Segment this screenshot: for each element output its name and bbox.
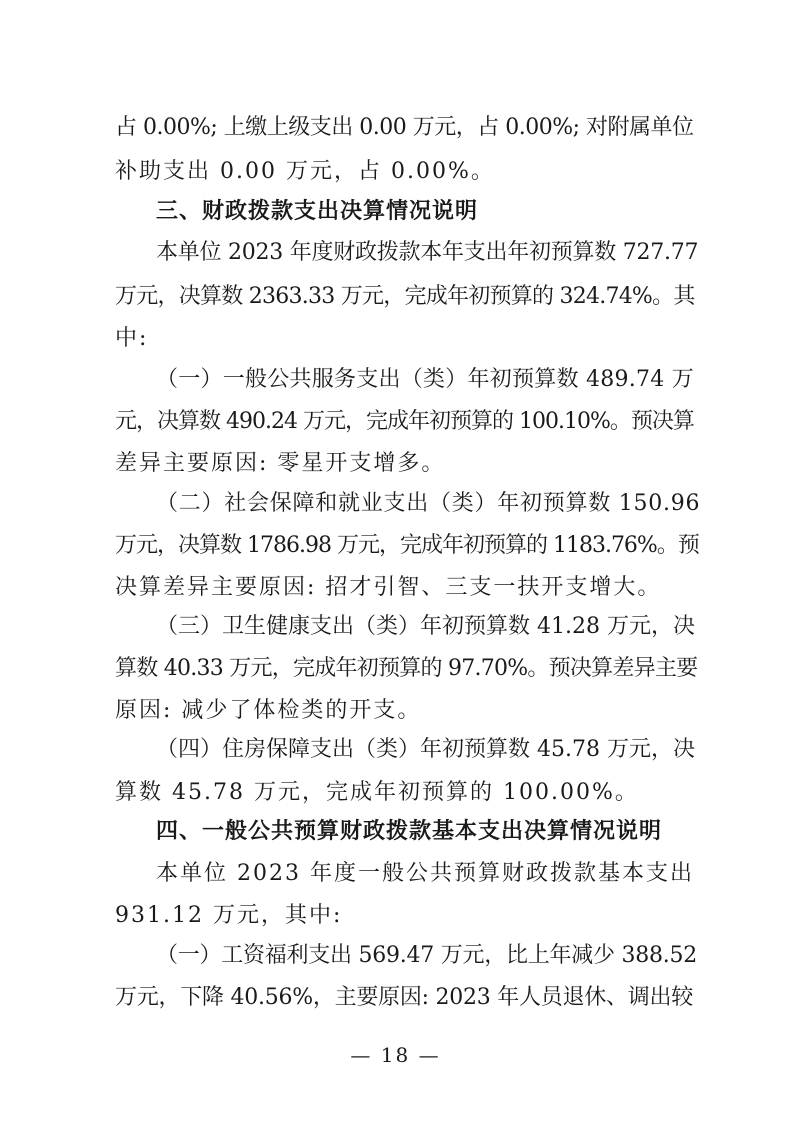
text-line: （三）卫生健康支出（类）年初预算数 41.28 万元，决 bbox=[156, 614, 695, 639]
text-line: （一）工资福利支出 569.47 万元，比上年减少 388.52 bbox=[156, 943, 697, 968]
section-heading: 三、财政拨款支出决算情况说明 bbox=[156, 199, 479, 224]
text-line: （四）住房保障支出（类）年初预算数 45.78 万元，决 bbox=[156, 737, 695, 762]
page-number: — 18 — bbox=[350, 1043, 441, 1067]
text-line: 决算差异主要原因: 招才引智、三支一扶开支增大。 bbox=[115, 575, 662, 600]
text-line: 算数 45.78 万元，完成年初预算的 100.00%。 bbox=[115, 780, 639, 805]
text-line: 万元，下降 40.56%，主要原因: 2023 年人员退休、调出较 bbox=[115, 985, 694, 1010]
text-line: 差异主要原因: 零星开支增多。 bbox=[115, 451, 446, 476]
text-line: 元，决算数 490.24 万元，完成年初预算的 100.10%。预决算 bbox=[115, 409, 694, 434]
text-line: 算数 40.33 万元，完成年初预算的 97.70%。预决算差异主要 bbox=[115, 656, 698, 681]
text-line: 占 0.00%; 上缴上级支出 0.00 万元，占 0.00%; 对附属单位 bbox=[115, 115, 694, 140]
text-line: 本单位 2023 年度一般公共预算财政拨款基本支出 bbox=[156, 861, 694, 886]
text-line: 原因: 减少了体检类的开支。 bbox=[115, 698, 422, 723]
text-line: 补助支出 0.00 万元，占 0.00%。 bbox=[115, 159, 495, 184]
text-line: 931.12 万元，其中: bbox=[115, 903, 343, 928]
text-line: 中: bbox=[115, 326, 149, 351]
section-heading: 四、一般公共预算财政拨款基本支出决算情况说明 bbox=[156, 819, 663, 844]
text-line: （一）一般公共服务支出（类）年初预算数 489.74 万 bbox=[156, 367, 694, 392]
text-line: 本单位 2023 年度财政拨款本年支出年初预算数 727.77 bbox=[156, 240, 699, 265]
text-line: （二）社会保障和就业支出（类）年初预算数 150.96 bbox=[156, 491, 701, 516]
text-line: 万元，决算数 2363.33 万元，完成年初预算的 324.74%。其 bbox=[115, 284, 695, 309]
text-line: 万元，决算数 1786.98 万元，完成年初预算的 1183.76%。预 bbox=[115, 533, 699, 558]
